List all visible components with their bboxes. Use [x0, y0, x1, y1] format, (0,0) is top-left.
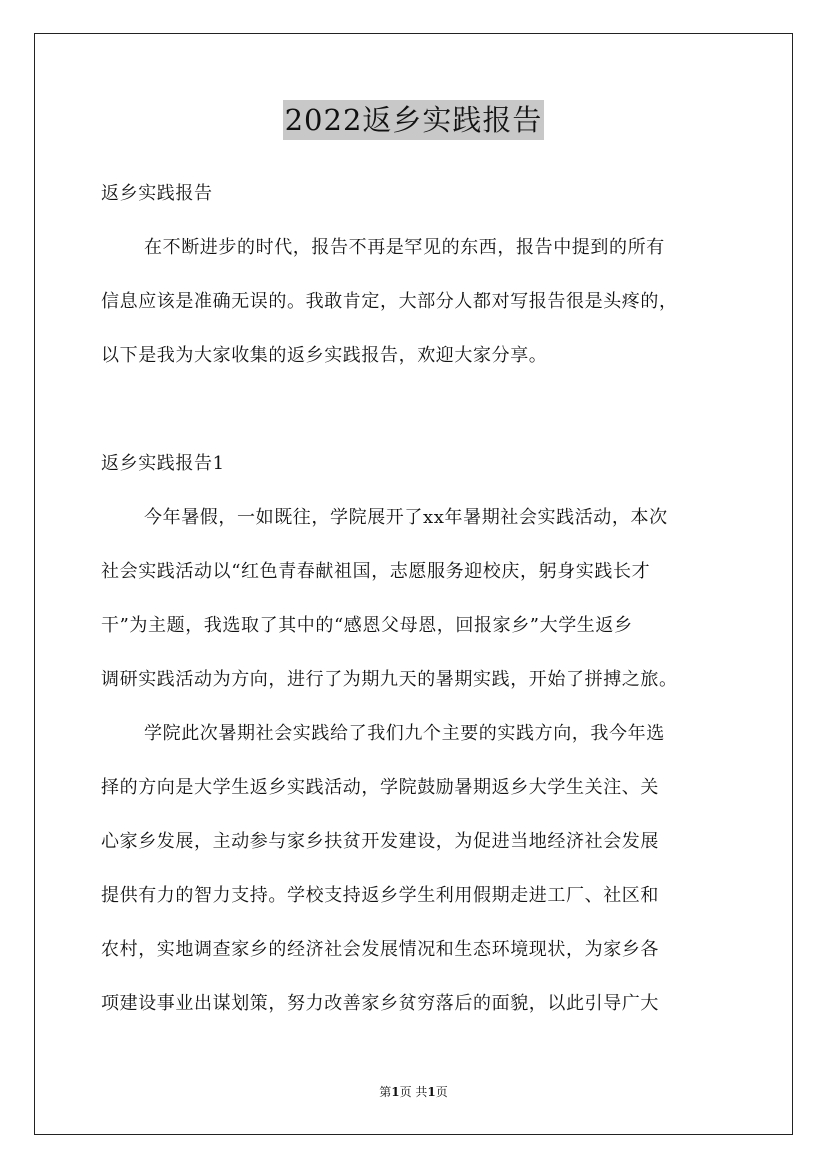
intro-line-2: 信息应该是准确无误的。我敢肯定，大部分人都对写报告很是头疼的， — [101, 291, 678, 312]
page-footer — [0, 1084, 827, 1100]
section-heading: 返乡实践报告1 — [101, 453, 225, 474]
para2-line-1: 学院此次暑期社会实践给了我们九个主要的实践方向，我今年选 — [144, 723, 665, 744]
para1-line-2: 社会实践活动以“红色青春献祖国，志愿服务迎校庆，躬身实践长才 — [101, 561, 651, 582]
title-container — [0, 100, 827, 140]
para2-line-3: 心家乡发展，主动参与家乡扶贫开发建设，为促进当地经济社会发展 — [101, 831, 659, 852]
footer-total-pages: 1 — [427, 1085, 436, 1099]
para2-line-2: 择的方向是大学生返乡实践活动，学院鼓励暑期返乡大学生关注、关 — [101, 777, 659, 798]
intro-line-1: 在不断进步的时代，报告不再是罕见的东西，报告中提到的所有 — [144, 237, 665, 258]
para1-line-1: 今年暑假，一如既往，学院展开了xx年暑期社会实践活动，本次 — [144, 507, 668, 528]
intro-line-3: 以下是我为大家收集的返乡实践报告，欢迎大家分享。 — [101, 345, 548, 366]
document-title: 2022返乡实践报告 — [283, 100, 545, 140]
para2-line-6: 项建设事业出谋划策，努力改善家乡贫穷落后的面貌，以此引导广大 — [101, 993, 659, 1014]
footer-page-number: 1 — [391, 1085, 400, 1099]
para1-line-4: 调研实践活动为方向，进行了为期九天的暑期实践，开始了拼搏之旅。 — [101, 669, 678, 690]
para2-line-4: 提供有力的智力支持。学校支持返乡学生利用假期走进工厂、社区和 — [101, 885, 659, 906]
para2-line-5: 农村，实地调查家乡的经济社会发展情况和生态环境现状，为家乡各 — [101, 939, 659, 960]
footer-prefix: 第 — [379, 1085, 392, 1099]
para1-line-3: 干”为主题，我选取了其中的“感恩父母恩，回报家乡”大学生返乡 — [101, 615, 633, 636]
intro-heading: 返乡实践报告 — [101, 183, 213, 204]
footer-suffix: 页 — [435, 1085, 448, 1099]
footer-middle: 页 共 — [399, 1085, 428, 1099]
